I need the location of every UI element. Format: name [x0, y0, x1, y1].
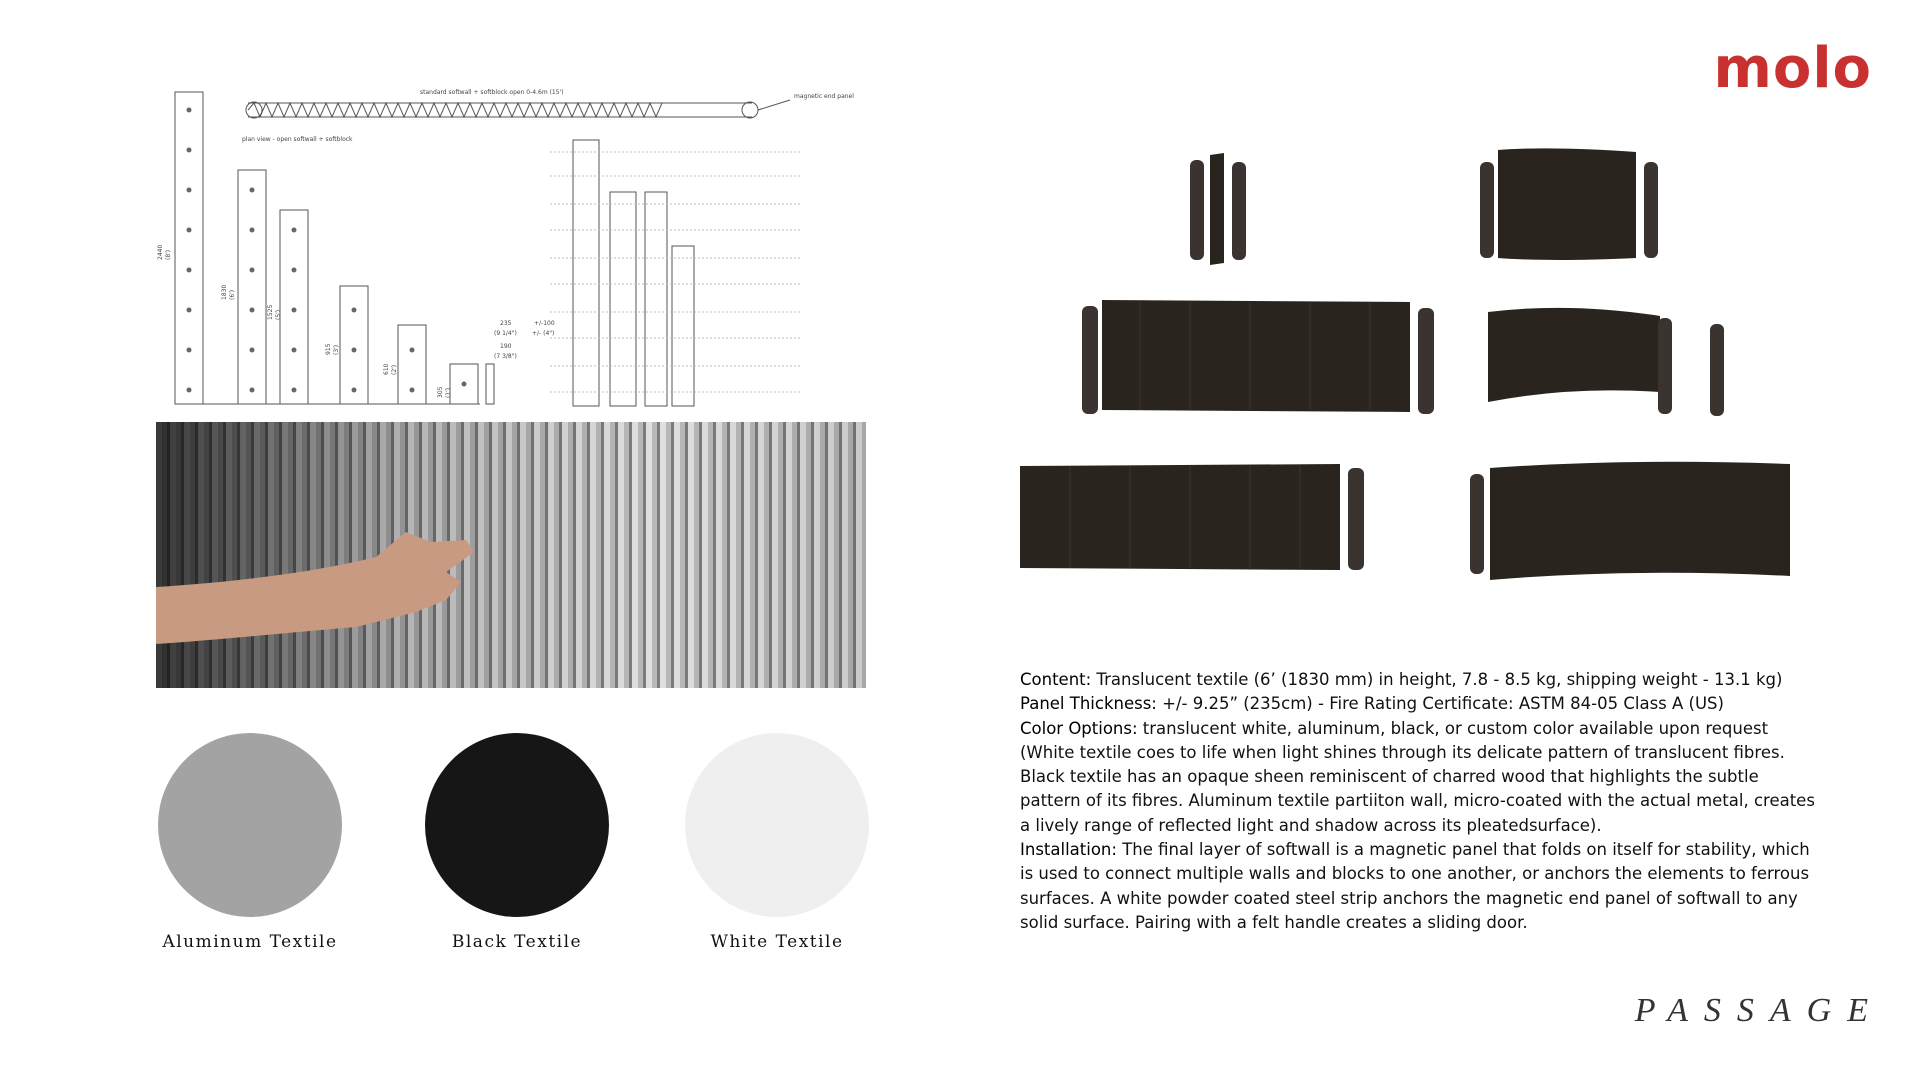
collection-title: PASSAGE — [1634, 992, 1884, 1029]
stack-panel-4 — [672, 246, 694, 406]
thickness-spec — [1020, 692, 1820, 716]
specifications — [1020, 668, 1820, 935]
molo-logo: molo — [1713, 36, 1872, 101]
width-label-3: 190 — [500, 343, 512, 350]
dim-2440: 2440 — [157, 244, 164, 260]
color-label: Color Options: — [1020, 718, 1138, 738]
install-text: The final layer of softwall is a magnetic panel that folds on itself for stability, which is used to connect multiple walls and blocks to one another, or anchors the elements to ferrous surfaces. A white powder coated steel strip anchors the magnetic end panel of softwall to any solid surface. Pairing with a felt handle creates a sliding door. — [1020, 840, 1810, 932]
person-5 — [1082, 306, 1098, 414]
install-label: Installation: — [1020, 840, 1117, 860]
width-label-1: 235 — [500, 320, 512, 327]
person-7 — [1658, 318, 1672, 414]
wavy-wall-4 — [1488, 308, 1660, 402]
width-label-5: +/-100 — [534, 320, 555, 327]
aluminum-label: Aluminum Textile — [162, 932, 338, 952]
content-text: Translucent textile (6’ (1830 mm) in height, 7.8 - 8.5 kg, shipping weight - 13.1 kg) — [1091, 670, 1783, 689]
folded-wall-1 — [1210, 153, 1224, 265]
color-text: translucent white, aluminum, black, or custom color available upon request (White textile coes to life when light shines through its delicate pattern of translucent fibres. Black textile has an opaque sheen reminiscent of charred wood that highlights the subtle pattern of its fibres. Aluminum textile partiiton wall, micro-coated with the actual metal, creates a lively range of reflected light and shadow across its pleatedsurface). — [1020, 718, 1815, 835]
textile-photo — [156, 422, 866, 688]
person-4 — [1644, 162, 1658, 258]
dim-2440-ft: (8') — [165, 249, 172, 260]
width-label-4: (7 3/8") — [494, 353, 517, 360]
dim-1830: 1830 — [221, 284, 228, 300]
curved-wall-6 — [1490, 462, 1790, 580]
person-8 — [1710, 324, 1724, 416]
panel-2440 — [175, 92, 203, 404]
plan-caption: plan view - open softwall + softblock — [242, 136, 353, 143]
color-spec — [1020, 717, 1820, 838]
thickness-label: Panel Thickness: — [1020, 694, 1157, 714]
technical-drawing — [150, 80, 870, 410]
dim-1830-ft: (6') — [229, 289, 236, 300]
person-9 — [1348, 468, 1364, 570]
panel-1830 — [238, 170, 266, 404]
dim-305: 305 — [437, 386, 444, 398]
dim-915-ft: (3') — [333, 344, 340, 355]
dim-1525: 1525 — [267, 304, 274, 320]
person-2 — [1232, 162, 1246, 260]
content-spec — [1020, 668, 1820, 692]
panel-915 — [340, 286, 368, 404]
black-swatch — [425, 733, 609, 917]
plan-view-zigzag — [248, 103, 662, 117]
long-wall-3 — [1102, 300, 1410, 412]
white-swatch — [685, 733, 869, 917]
panel-1525 — [280, 210, 308, 404]
top-caption: standard softwall + softblock open 0-4.6m (15') — [420, 89, 564, 96]
black-label: Black Textile — [451, 932, 583, 952]
person-6 — [1418, 308, 1434, 414]
content-label: Content: — [1020, 670, 1092, 689]
stack-panel-3 — [645, 192, 667, 406]
aluminum-swatch — [158, 733, 342, 917]
stack-panel-2 — [610, 192, 636, 406]
install-spec — [1020, 838, 1820, 935]
dim-610-ft: (2') — [391, 364, 398, 375]
person-1 — [1190, 160, 1204, 260]
white-label: White Textile — [710, 932, 844, 952]
partial-wall-2 — [1498, 148, 1636, 260]
wall-5 — [1020, 464, 1340, 570]
dim-1525-ft: (5') — [275, 309, 282, 320]
dim-305-ft: (1') — [445, 387, 452, 398]
person-3 — [1480, 162, 1494, 258]
dim-610: 610 — [383, 363, 390, 375]
person-10 — [1470, 474, 1484, 574]
thickness-text: +/- 9.25” (235cm) - Fire Rating Certificate: ASTM 84-05 Class A (US) — [1156, 694, 1724, 714]
end-note: magnetic end panel — [794, 93, 854, 100]
product-gallery — [1010, 140, 1800, 590]
width-label-2: (9 1/4") — [494, 330, 517, 337]
width-label-6: +/- (4") — [532, 330, 555, 337]
dim-915: 915 — [325, 343, 332, 355]
